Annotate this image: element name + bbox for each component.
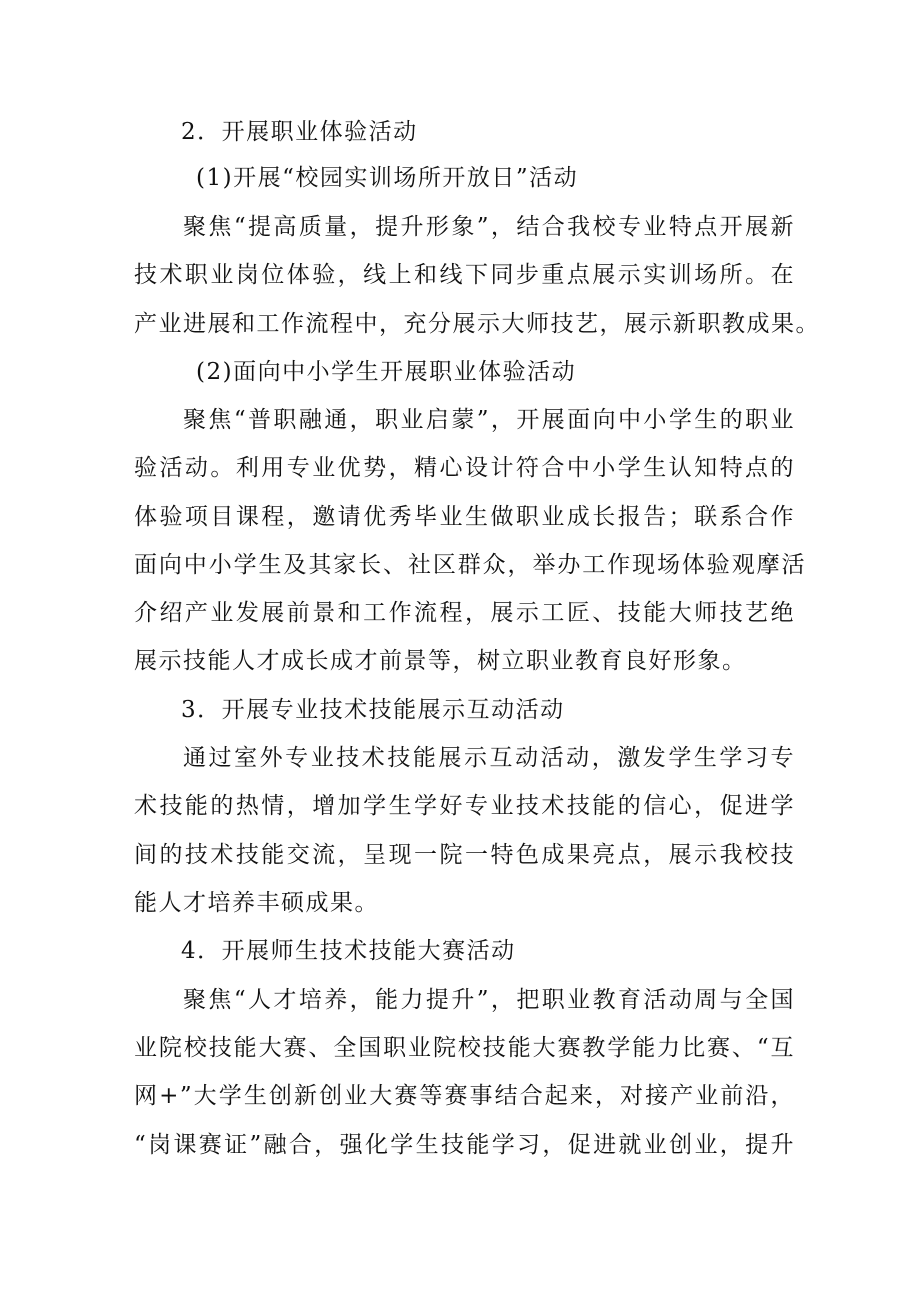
paragraph-line: 面向中小学生及其家长、社区群众，举办工作现场体验观摩活: [134, 552, 806, 578]
paragraph-line: “岗课赛证”融合，强化学生技能学习，促进就业创业，提升: [134, 1132, 795, 1158]
paragraph-line: 网+”大学生创新创业大赛等赛事结合起来，对接产业前沿，: [134, 1083, 795, 1109]
paragraph-line: 术技能的热情，增加学生学好专业技术技能的信心，促进学: [134, 793, 795, 819]
paragraph-line: 间的技术技能交流，呈现一院一特色成果亮点，展示我校技: [134, 842, 795, 868]
paragraph-line: 业院校技能大赛、全国职业院校技能大赛教学能力比赛、“互: [134, 1035, 795, 1061]
section-2-heading: 2．开展职业体验活动: [181, 119, 418, 145]
paragraph-line: 能人才培养丰硕成果。: [134, 890, 379, 916]
paragraph-line: 产业进展和工作流程中，充分展示大师技艺，展示新职教成果。: [134, 311, 820, 337]
paragraph-line: 展示技能人才成长成才前景等，树立职业教育良好形象。: [134, 648, 747, 674]
paragraph-line: 聚焦“普职融通，职业启蒙”，开展面向中小学生的职业: [183, 407, 795, 433]
paragraph-line: 聚焦“人才培养，能力提升”，把职业教育活动周与全国: [183, 987, 795, 1013]
paragraph-line: 技术职业岗位体验，线上和线下同步重点展示实训场所。在: [134, 262, 795, 288]
subsection-1-heading: (1)开展“校园实训场所开放日”活动: [196, 165, 579, 191]
paragraph-line: 聚焦“提高质量，提升形象”，结合我校专业特点开展新: [183, 214, 795, 240]
paragraph-line: 体验项目课程，邀请优秀毕业生做职业成长报告；联系合作: [134, 504, 795, 530]
section-3-heading: 3．开展专业技术技能展示互动活动: [181, 697, 565, 723]
section-4-heading: 4．开展师生技术技能大赛活动: [181, 938, 516, 964]
paragraph-line: 验活动。利用专业优势，精心设计符合中小学生认知特点的: [134, 455, 795, 481]
subsection-2-heading: (2)面向中小学生开展职业体验活动: [196, 359, 577, 385]
paragraph-line: 介绍产业发展前景和工作流程，展示工匠、技能大师技艺绝: [134, 600, 795, 626]
paragraph-line: 通过室外专业技术技能展示互动活动，激发学生学习专: [183, 745, 795, 771]
